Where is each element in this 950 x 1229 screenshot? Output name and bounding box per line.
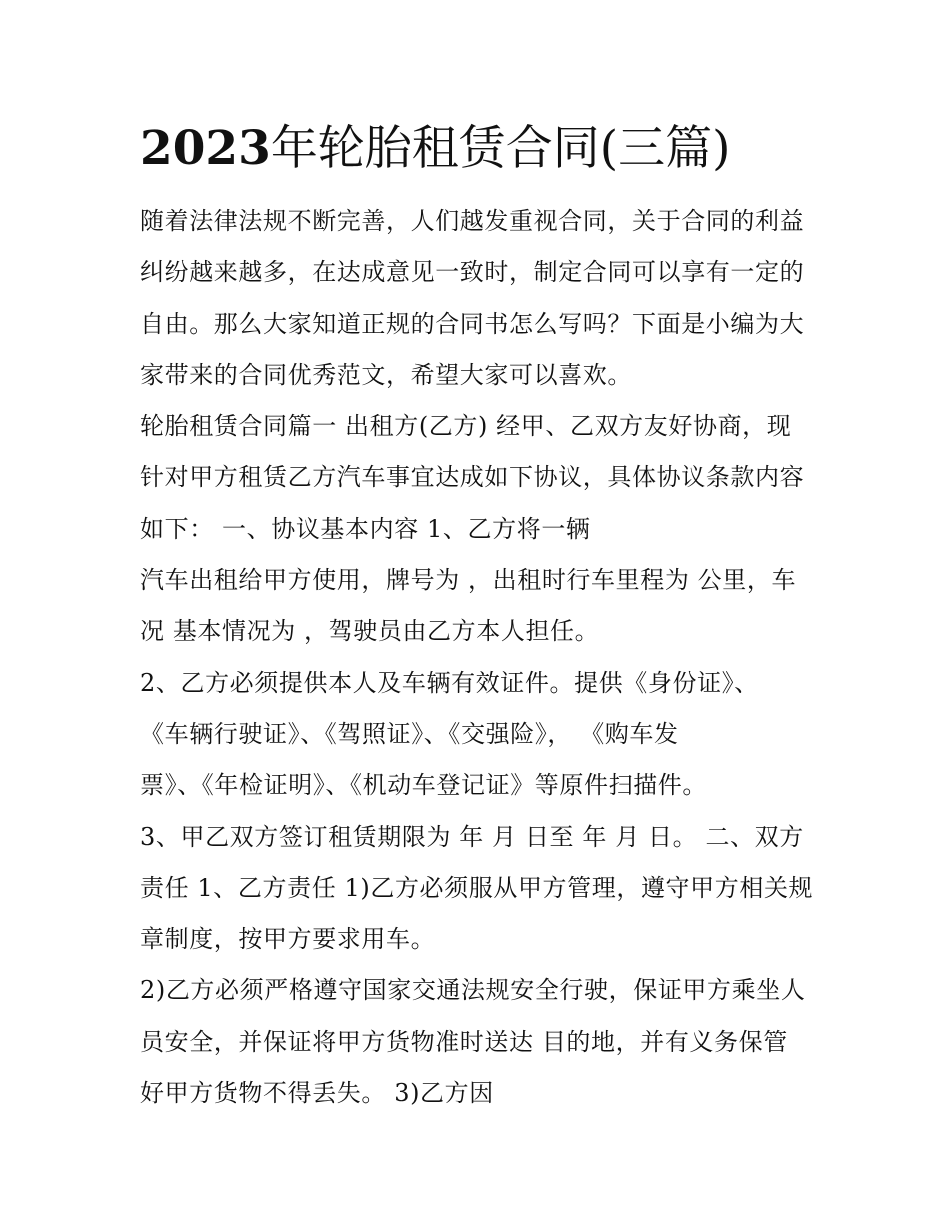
body-line: 《车辆行驶证》、《驾照证》、《交强险》， 《购车发 xyxy=(140,719,679,748)
body-line: 纠纷越来越多，在达成意见一致时，制定合同可以享有一定的 xyxy=(140,258,805,287)
body-line: 票》、《年检证明》、《机动车登记证》等原件扫描件。 xyxy=(140,771,707,800)
body-line: 如下： 一、协议基本内容 1、乙方将一辆 xyxy=(140,514,591,543)
body-line: 员安全，并保证将甲方货物准时送达 目的地，并有义务保管 xyxy=(140,1027,788,1056)
body-line: 随着法律法规不断完善，人们越发重视合同，关于合同的利益 xyxy=(140,207,805,235)
title-text: 年轮胎租赁合同(三篇) xyxy=(270,121,731,176)
title-year: 2023 xyxy=(140,121,271,176)
body-line: 针对甲方租赁乙方汽车事宜达成如下协议，具体协议条款内容 xyxy=(140,463,805,492)
body-line: 家带来的合同优秀范文，希望大家可以喜欢。 xyxy=(140,360,632,389)
body-line: 况 基本情况为 ，驾驶员由乙方本人担任。 xyxy=(140,617,600,646)
body-line: 章制度，按甲方要求用车。 xyxy=(140,925,436,954)
document-body xyxy=(140,196,820,1119)
body-line: 责任 1、乙方责任 1)乙方必须服从甲方管理，遵守甲方相关规 xyxy=(140,873,814,902)
body-line: 2、乙方必须提供本人及车辆有效证件。提供《身份证》、 xyxy=(140,668,759,697)
body-line: 汽车出租给甲方使用，牌号为 ，出租时行车里程为 公里，车 xyxy=(140,566,797,595)
body-line: 自由。那么大家知道正规的合同书怎么写吗？下面是小编为大 xyxy=(140,309,805,338)
body-line: 2)乙方必须严格遵守国家交通法规安全行驶，保证甲方乘坐人 xyxy=(140,976,806,1005)
body-line: 好甲方货物不得丢失。 3)乙方因 xyxy=(140,1079,494,1108)
body-line: 轮胎租赁合同篇一 出租方(乙方) 经甲、乙双方友好协商，现 xyxy=(140,412,792,441)
body-line: 3、甲乙双方签订租赁期限为 年 月 日至 年 月 日。 二、双方 xyxy=(140,822,804,851)
document-title xyxy=(140,118,731,180)
